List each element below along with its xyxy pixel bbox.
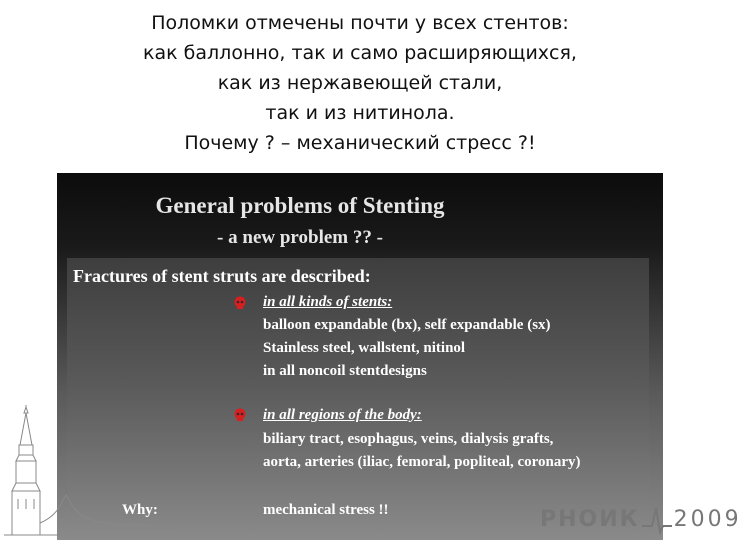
slide-heading [0,8,720,158]
heading-line: так и из нитинола. [265,102,455,124]
kremlin-tower-icon [4,405,174,540]
skull-bullet-icon [233,408,247,422]
item-line: aorta, arteries (iliac, femoral, popliteal, coronary) [263,454,581,470]
item-line: biliary tract, esophagus, veins, dialysis grafts, [263,431,554,447]
item-line: in all noncoil stentdesigns [263,363,427,379]
why-label: Why: [122,502,158,518]
item-title: in all regions of the body: [263,407,422,423]
logo-word: РНОИК [540,506,640,532]
skull-bullet-icon [233,296,247,310]
logo-year: 2009 [673,506,742,532]
slide-subtitle: - a new problem ?? - [217,227,383,248]
item-line: balloon expandable (bx), self expandable (sx) [263,317,551,333]
panel-heading: Fractures of stent struts are described: [73,266,371,286]
heading-line: Почему ? – механический стресс ?! [184,132,536,154]
item-title: in all kinds of stents: [263,294,393,310]
heading-line: как из нержавеющей стали, [217,72,503,94]
slide-title: General problems of Stenting [155,193,445,218]
item-line: Stainless steel, wallstent, nitinol [263,340,466,356]
rnoik-logo [540,504,742,534]
heading-line: как баллонно, так и само расширяющихся, [143,42,577,64]
heading-line: Поломки отмечены почти у всех стентов: [151,12,569,34]
ecg-spike-icon [642,504,672,534]
why-value: mechanical stress !! [263,502,389,518]
